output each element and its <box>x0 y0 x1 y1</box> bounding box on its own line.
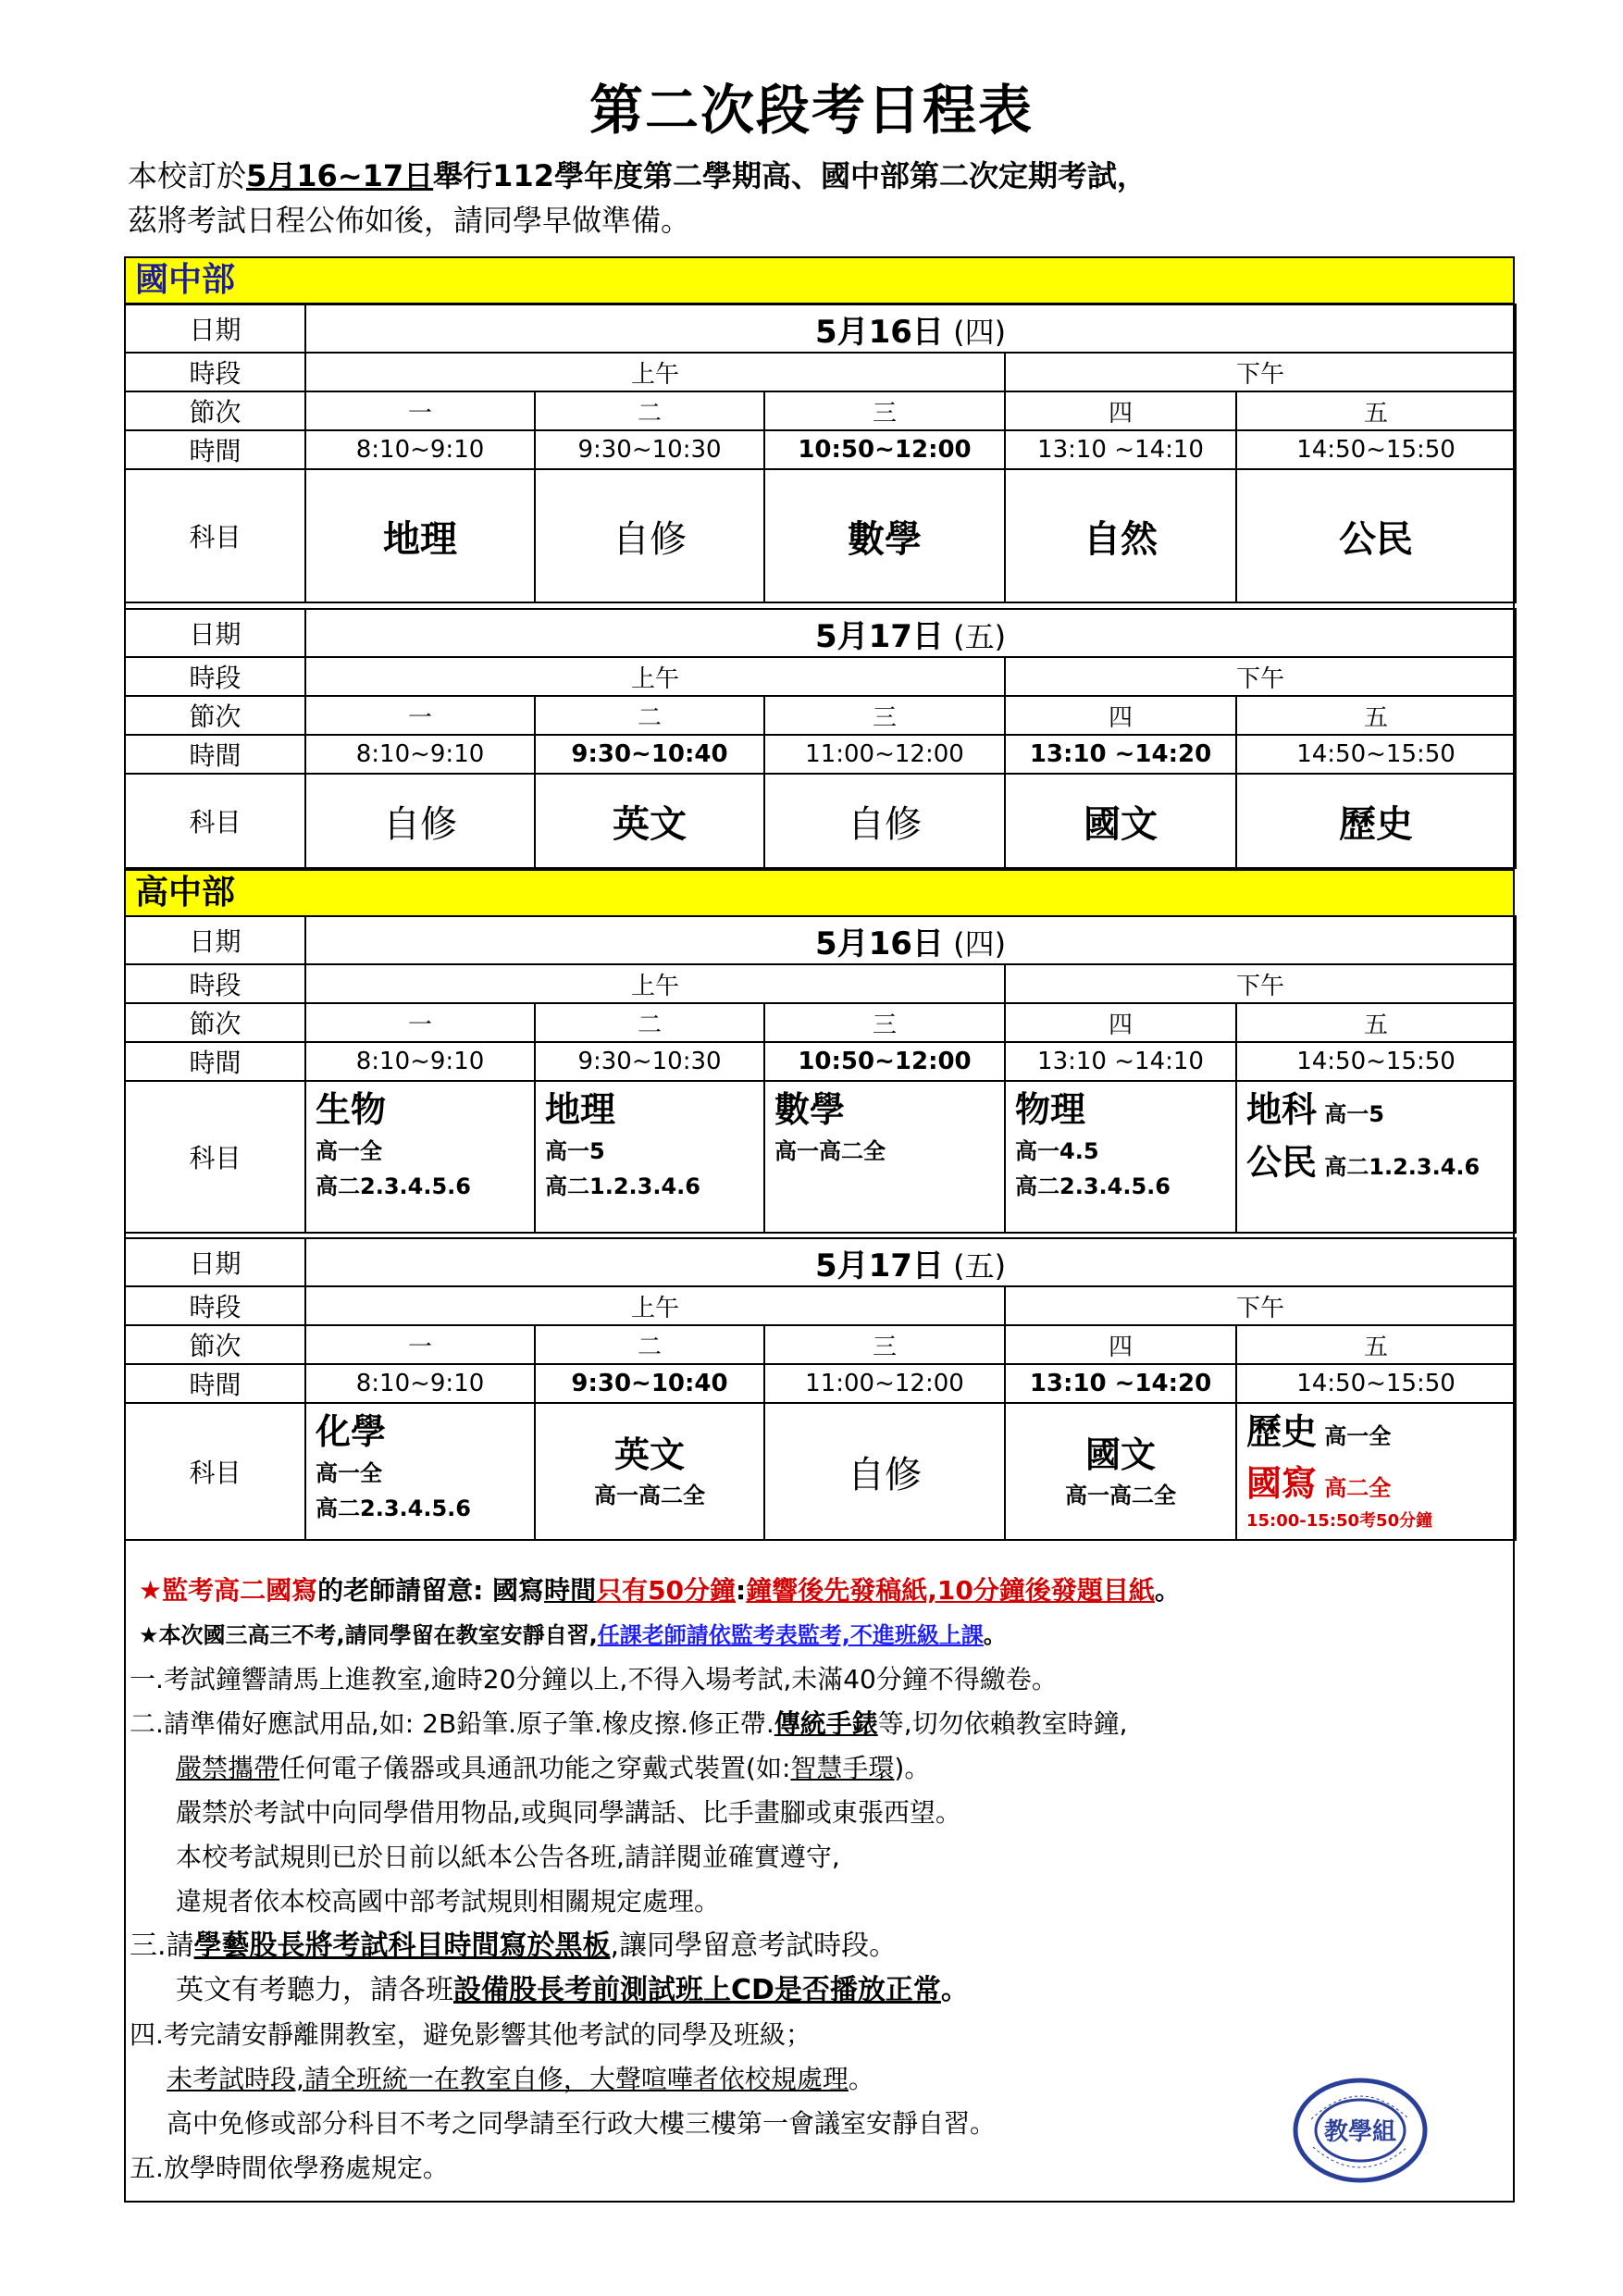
time-3: 10:50~12:00 <box>764 1042 1005 1081</box>
subject-label: 科目 <box>125 1081 305 1233</box>
note-text: )。 <box>894 1753 931 1783</box>
grade-line: 高二1.2.3.4.6 <box>545 1173 700 1199</box>
session-label: 節次 <box>125 1325 305 1364</box>
subject-2: 自修 <box>535 469 764 602</box>
time-1: 8:10~9:10 <box>305 735 535 774</box>
subject-4: 自然 <box>1005 469 1236 602</box>
note-text: 。 <box>983 1622 1006 1648</box>
subject-name: 生物 <box>316 1089 387 1130</box>
junior-high-label: 國中部 <box>135 261 236 299</box>
subject-1 <box>305 1403 535 1540</box>
grade-line: 高二1.2.3.4.6 <box>1324 1154 1481 1180</box>
intro-line-1 <box>128 154 1146 198</box>
grade-line: 高一高二全 <box>1065 1483 1176 1508</box>
grade-line: 高一全 <box>316 1460 382 1486</box>
subject-label: 科目 <box>125 469 305 602</box>
grade-line: 高一全 <box>1324 1423 1392 1449</box>
subject-name: 物理 <box>1015 1089 1086 1130</box>
session-4: 四 <box>1005 1003 1236 1042</box>
grade-line: 高二2.3.4.5.6 <box>316 1496 471 1521</box>
date-label: 日期 <box>125 609 305 657</box>
subject-label: 科目 <box>125 1403 305 1540</box>
grade-line: 高一5 <box>545 1138 605 1164</box>
session-label: 節次 <box>125 391 305 430</box>
note-text: 設備股長考前測試班上CD是否播放正常 <box>453 1974 941 2006</box>
time-5: 14:50~15:50 <box>1236 430 1516 469</box>
subject-name: 化學 <box>316 1411 387 1452</box>
subject-4 <box>1005 1403 1236 1540</box>
junior-high-header <box>124 256 1515 304</box>
subject-3: 自修 <box>764 1403 1005 1540</box>
am-label: 上午 <box>305 1286 1005 1325</box>
subject-name: 歷史 <box>1246 1411 1318 1452</box>
subject-name: 英文 <box>613 1434 685 1475</box>
intro-line-2: 茲將考試日程公佈如後，請同學早做準備。 <box>128 203 691 238</box>
grade-line: 高二2.3.4.5.6 <box>316 1173 471 1199</box>
session-2: 二 <box>535 1003 764 1042</box>
date-value: 5月16日 <box>814 925 944 962</box>
session-2: 二 <box>535 696 764 735</box>
time-1: 8:10~9:10 <box>305 1364 535 1403</box>
period-label: 時段 <box>125 657 305 696</box>
grade-line: 高一高二全 <box>594 1483 705 1508</box>
time-1: 8:10~9:10 <box>305 1042 535 1081</box>
note-text: 英文有考聽力，請各班 <box>176 1974 453 2006</box>
grade-line: 高二全 <box>1324 1475 1392 1501</box>
session-label: 節次 <box>125 1003 305 1042</box>
time-label: 時間 <box>125 430 305 469</box>
senior-high-label: 高中部 <box>135 874 236 912</box>
note-star-1 <box>130 1569 1508 1613</box>
note-2-line-2 <box>130 1746 1508 1791</box>
note-text: 。 <box>1154 1575 1181 1606</box>
subject-1 <box>305 1081 535 1233</box>
subject-4: 國文 <box>1005 774 1236 868</box>
am-label: 上午 <box>305 657 1005 696</box>
subject-name: 地理 <box>545 1089 616 1130</box>
date-value: 5月17日 <box>814 617 944 655</box>
note-4: 四.考完請安靜離開教室，避免影響其他考試的同學及班級； <box>130 2019 812 2050</box>
time-3: 10:50~12:00 <box>764 430 1005 469</box>
grade-line: 高二2.3.4.5.6 <box>1015 1173 1171 1199</box>
subject-3: 自修 <box>764 774 1005 868</box>
date-cell <box>305 609 1516 657</box>
note-1: 一.考試鐘響請馬上進教室,逾時20分鐘以上,不得入場考試,未滿40分鐘不得繳卷。 <box>130 1664 1058 1694</box>
date-value: 5月16日 <box>814 313 944 351</box>
note-star-2 <box>130 1613 1508 1657</box>
note-3 <box>130 1924 1508 1968</box>
intro-bold-text: 舉行112學年度第二學期高、國中部第二次定期考試， <box>433 158 1146 193</box>
note-text: 任課老師請依監考表監考,不進班級上課 <box>597 1622 984 1648</box>
date-label: 日期 <box>125 1238 305 1286</box>
note-text: 只有50分鐘 <box>596 1575 737 1606</box>
note-text: 。 <box>940 1974 969 2006</box>
note-2 <box>130 1702 1508 1746</box>
note-text: 傳統手錶 <box>774 1708 878 1739</box>
subject-2 <box>535 1403 764 1540</box>
pm-label: 下午 <box>1005 657 1516 696</box>
period-label: 時段 <box>125 1286 305 1325</box>
time-2: 9:30~10:40 <box>535 735 764 774</box>
weekday: (五) <box>953 618 1007 654</box>
time-5: 14:50~15:50 <box>1236 1364 1516 1403</box>
note-text: 鐘響後先發稿紙,10分鐘後發題目紙 <box>746 1575 1155 1606</box>
period-label: 時段 <box>125 353 305 391</box>
exam-dates: 5月16~17日 <box>246 158 434 193</box>
grade-line: 高一高二全 <box>774 1138 886 1164</box>
time-4: 13:10 ~14:20 <box>1005 735 1236 774</box>
note-text: 未考試時段,請全班統一在教室自修，大聲喧嘩者依校規處理 <box>167 2064 849 2094</box>
note-2-line-4: 本校考試規則已於日前以紙本公告各班,請詳閱並確實遵守, <box>176 1842 840 1872</box>
intro-text: 本校訂於 <box>128 158 247 193</box>
subject-1: 自修 <box>305 774 535 868</box>
session-3: 三 <box>764 1003 1005 1042</box>
time-label: 時間 <box>125 1364 305 1403</box>
session-1: 一 <box>305 391 535 430</box>
date-label: 日期 <box>125 916 305 964</box>
subject-name: 公民 <box>1246 1142 1318 1183</box>
subject-3 <box>764 1081 1005 1233</box>
stamp-center-text: 教學組 <box>1323 2118 1397 2146</box>
jh-day2-table <box>124 608 1517 869</box>
session-5: 五 <box>1236 391 1516 430</box>
senior-high-header <box>124 869 1515 917</box>
note-text: 嚴禁攜帶 <box>176 1753 280 1783</box>
subject-name: 數學 <box>774 1089 846 1130</box>
subject-5 <box>1236 1081 1516 1233</box>
subject-5: 公民 <box>1236 469 1516 602</box>
note-text: 三.請 <box>130 1930 194 1962</box>
note-text: 等,切勿依賴教室時鐘, <box>877 1708 1128 1739</box>
note-text: 學藝股長將考試科目時間寫於黑板 <box>193 1930 611 1962</box>
note-text: 。 <box>848 2064 874 2094</box>
note-text: : <box>736 1575 747 1606</box>
session-2: 二 <box>535 391 764 430</box>
time-2: 9:30~10:30 <box>535 1042 764 1081</box>
time-5: 14:50~15:50 <box>1236 735 1516 774</box>
date-cell <box>305 304 1516 353</box>
note-5: 五.放學時間依學務處規定。 <box>130 2153 449 2183</box>
session-3: 三 <box>764 696 1005 735</box>
session-5: 五 <box>1236 1325 1516 1364</box>
date-cell <box>305 1238 1516 1286</box>
subject-label: 科目 <box>125 774 305 868</box>
weekday: (四) <box>953 314 1007 350</box>
note-text: ★本次國三高三不考,請同學留在教室安靜自習, <box>139 1622 598 1648</box>
session-label: 節次 <box>125 696 305 735</box>
session-2: 二 <box>535 1325 764 1364</box>
sh-day1-table <box>124 915 1517 1234</box>
time-label: 時間 <box>125 735 305 774</box>
pm-label: 下午 <box>1005 964 1516 1003</box>
weekday: (五) <box>953 1247 1007 1284</box>
note-text: 時間 <box>544 1575 597 1606</box>
time-5: 14:50~15:50 <box>1236 1042 1516 1081</box>
time-4: 13:10 ~14:10 <box>1005 430 1236 469</box>
time-label: 時間 <box>125 1042 305 1081</box>
session-3: 三 <box>764 1325 1005 1364</box>
period-label: 時段 <box>125 964 305 1003</box>
time-1: 8:10~9:10 <box>305 430 535 469</box>
note-text: 任何電子儀器或具通訊功能之穿戴式裝置(如: <box>279 1753 791 1783</box>
pm-label: 下午 <box>1005 1286 1516 1325</box>
grade-line: 高一全 <box>316 1138 382 1164</box>
pm-label: 下午 <box>1005 353 1516 391</box>
session-1: 一 <box>305 696 535 735</box>
jh-day1-table <box>124 304 1517 603</box>
grade-line: 高一5 <box>1324 1101 1384 1127</box>
subject-name: 國寫 <box>1246 1463 1318 1504</box>
session-1: 一 <box>305 1325 535 1364</box>
subject-4 <box>1005 1081 1236 1233</box>
session-4: 四 <box>1005 696 1236 735</box>
subject-2 <box>535 1081 764 1233</box>
school-stamp-icon <box>1291 2075 1430 2186</box>
date-value: 5月17日 <box>814 1247 944 1285</box>
session-1: 一 <box>305 1003 535 1042</box>
subject-name: 國文 <box>1084 1434 1156 1475</box>
session-5: 五 <box>1236 1003 1516 1042</box>
weekday: (四) <box>953 925 1007 962</box>
subject-2: 英文 <box>535 774 764 868</box>
time-4: 13:10 ~14:20 <box>1005 1364 1236 1403</box>
sh-day2-table <box>124 1237 1517 1541</box>
page-title: 第二次段考日程表 <box>588 79 1034 142</box>
note-text: 二.請準備好應試用品,如: 2B鉛筆.原子筆.橡皮擦.修正帶. <box>130 1708 774 1739</box>
subject-name: 地科 <box>1246 1089 1318 1130</box>
note-text: 的老師請留意: 國寫 <box>317 1575 545 1606</box>
note-3-line-2 <box>130 1968 1508 2013</box>
session-5: 五 <box>1236 696 1516 735</box>
note-2-line-5: 違規者依本校高國中部考試規則相關規定處理。 <box>176 1886 721 1917</box>
note-2-line-3: 嚴禁於考試中向同學借用物品,或與同學講話、比手畫腳或東張西望。 <box>176 1797 961 1828</box>
session-3: 三 <box>764 391 1005 430</box>
grade-line: 高一4.5 <box>1015 1138 1099 1164</box>
note-4-line-3: 高中免修或部分科目不考之同學請至行政大樓三樓第一會議室安靜自習。 <box>167 2108 997 2139</box>
time-2: 9:30~10:30 <box>535 430 764 469</box>
note-text: ,讓同學留意考試時段。 <box>610 1930 898 1962</box>
session-4: 四 <box>1005 391 1236 430</box>
date-cell <box>305 916 1516 964</box>
am-label: 上午 <box>305 964 1005 1003</box>
date-label: 日期 <box>125 304 305 353</box>
session-4: 四 <box>1005 1325 1236 1364</box>
subject-5: 歷史 <box>1236 774 1516 868</box>
subject-3: 數學 <box>764 469 1005 602</box>
subject-1: 地理 <box>305 469 535 602</box>
exam-note: 15:00-15:50考50分鐘 <box>1246 1511 1433 1531</box>
time-4: 13:10 ~14:10 <box>1005 1042 1236 1081</box>
subject-5 <box>1236 1403 1516 1540</box>
time-3: 11:00~12:00 <box>764 735 1005 774</box>
note-text: 智慧手環 <box>790 1753 895 1783</box>
note-text: ★監考高二國寫 <box>139 1575 318 1606</box>
time-2: 9:30~10:40 <box>535 1364 764 1403</box>
am-label: 上午 <box>305 353 1005 391</box>
time-3: 11:00~12:00 <box>764 1364 1005 1403</box>
